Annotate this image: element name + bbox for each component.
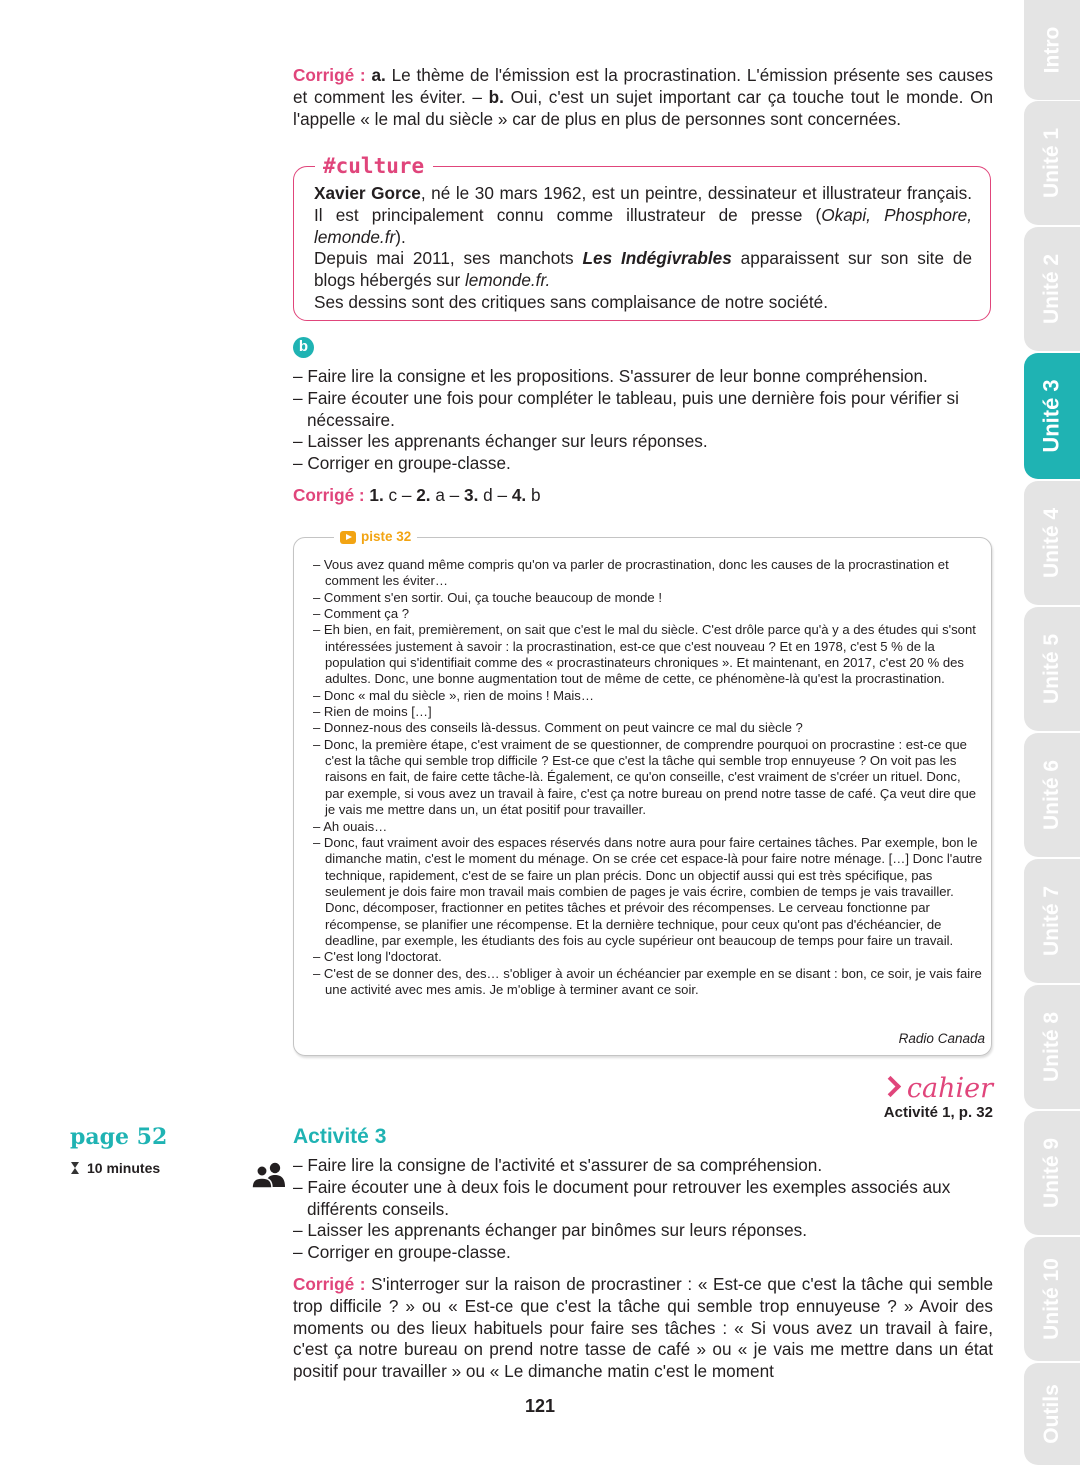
list-item: – Faire écouter une fois pour compléter le tableau, puis une dernière fois pour vérifier si nécessaire.: [293, 387, 959, 430]
tab-unite-5[interactable]: Unité 5: [1024, 607, 1080, 731]
transcript-line: – Donc, la première étape, c'est vraiment de se questionner, de comprendre pourquoi on procrastine : est-ce que c'est la tâche qui semble trop difficile ? Est-ce que c'est la tâche qui semble trop ennuyeuse ? On voit pas les raisons en fait, de faire cette tâche-là. Également, ce qu'on conseille, c'est vraiment de s'créer un rituel. Donc, par exemple, si vous avez un travail à faire, c'est ça notre bureau on prend notre tasse de café. Ça veut dire que je vais me mettre dans un, un état positif pour travailler.: [313, 736, 977, 818]
transcript-line: – Comment ça ?: [313, 606, 410, 622]
tab-unite-8[interactable]: Unité 8: [1024, 985, 1080, 1109]
unit-tabs: [1024, 0, 1080, 1465]
culture-body: Xavier Gorce, né le 30 mars 1962, est un peintre, dessinateur et illustrateur français. Il est principalement connu comme illustrateur de presse (Okapi, Phosphore, lemonde.fr). Depuis mai 2011, ses manchots Les Indégivrables apparaissent sur son site de blogs hébergés sur lemonde.fr. Ses dessins sont des critiques sans complaisance de notre société.: [314, 183, 973, 312]
tab-unite-2[interactable]: Unité 2: [1024, 227, 1080, 351]
audio-track-label[interactable]: piste 32: [334, 528, 417, 546]
correction-a: Corrigé : a. Le thème de l'émission est la procrastination. L'émission présente ses causes et comment les éviter. – b. Oui, c'est un sujet important car ça touche tout le monde. On l'appelle « le mal du siècle » car de plus en plus de personnes sont concernées.: [293, 65, 993, 129]
page-number: 121: [524, 1396, 556, 1416]
transcript-line: – Vous avez quand même compris qu'on va parler de procrastination, donc les causes de la procrastination et comment les éviter…: [313, 557, 949, 589]
list-item: – Laisser les apprenants échanger sur leurs réponses.: [293, 431, 708, 452]
transcript-line: – Donnez-nous des conseils là-dessus. Comment on peut vaincre ce mal du siècle ?: [313, 720, 803, 736]
correction-activity-3: Corrigé : S'interroger sur la raison de procrastiner : « Est-ce que c'est la tâche qui semble trop difficile ? » ou « Est-ce que c'est la tâche qui semble trop ennuyeuse ? » Avoir des moments ou des lieux habituels pour faire ses tâches : « Si vous avez un travail à faire, c'est ça notre bureau on prend notre tasse de café » ou « je vais me mettre dans un état positif pour travailler » ou « Le dimanche matin c'est le moment: [293, 1274, 993, 1382]
list-item: – Corriger en groupe-classe.: [293, 453, 511, 474]
transcript-line: – C'est long l'doctorat.: [313, 949, 442, 965]
list-item: – Faire lire la consigne et les propositions. S'assurer de leur bonne compréhension.: [293, 366, 928, 386]
transcript-line: – Ah ouais…: [313, 818, 388, 834]
culture-box: [293, 154, 991, 321]
transcript-line: – Donc « mal du siècle », rien de moins ! Mais…: [313, 687, 594, 703]
correction-b: Corrigé : 1. c – 2. a – 3. d – 4. b: [293, 485, 541, 505]
activity-3-title: Activité 3: [293, 1125, 387, 1148]
tab-unite-10[interactable]: Unité 10: [1024, 1237, 1080, 1361]
list-item: – Corriger en groupe-classe.: [293, 1242, 511, 1263]
section-b-instructions: [293, 366, 993, 475]
tab-unite-4[interactable]: Unité 4: [1024, 481, 1080, 605]
transcript-line: – Eh bien, en fait, premièrement, on sait que c'est le mal du siècle. C'est drôle parce qu'à y a des études qui s'sont intéressées justement à savoir : la procrastination, est-ce que c'est nouveau ? Et en 1978, c'est 5 % de la population qui s'identifiait comme des « procrastinateurs chroniques ». Et maintenant, en 2017, c'est 20 % des adultes. Donc, une bonne augmentation tout de même de cette, ce phénomène-là qu'est la procrastination.: [313, 622, 976, 687]
transcript-box: [293, 529, 992, 1056]
list-item: – Laisser les apprenants échanger par binômes sur leurs réponses.: [293, 1220, 808, 1241]
page-reference: page 52: [70, 1124, 168, 1150]
duration: 10 minutes: [71, 1160, 160, 1176]
tab-unite-7[interactable]: Unité 7: [1024, 859, 1080, 983]
transcript-lines: [313, 557, 983, 998]
transcript-line: – Rien de moins […]: [313, 704, 432, 720]
activity-3-instructions: [293, 1155, 993, 1264]
tab-unite-1[interactable]: Unité 1: [1024, 101, 1080, 225]
hourglass-icon: [71, 1162, 79, 1174]
transcript-line: – C'est de se donner des, des… s'obliger à avoir un échéancier par exemple en se disant : bon, ce soir, je vais faire une activité avec mes amis. Je m'oblige à terminer avant ce soir.: [313, 965, 982, 997]
culture-title: #culture: [315, 153, 433, 179]
tab-unite-3[interactable]: Unité 3: [1024, 353, 1080, 479]
list-item: – Faire écouter une à deux fois le document pour retrouver les exemples associés aux différents conseils.: [293, 1176, 951, 1219]
transcript-line: – Comment s'en sortir. Oui, ça touche beaucoup de monde !: [313, 589, 662, 605]
tab-unite-9[interactable]: Unité 9: [1024, 1111, 1080, 1235]
section-b-badge: b: [293, 337, 314, 358]
pair-work-icon: [252, 1162, 286, 1188]
cahier-reference[interactable]: cahier Activité 1, p. 32: [880, 1074, 993, 1122]
transcript-source: Radio Canada: [898, 1031, 985, 1046]
transcript-line: – Donc, faut vraiment avoir des espaces réservés dans notre aura pour faire certaines tâches. Par exemple, bon le dimanche matin, c'est le moment du ménage. On se crée cet espace-là pour faire notre ménage. […] Donc l'autre technique, rapidement, c'est de se faire un plan précis. Donc un objectif aussi qui est très spécifique, pas seulement je dois faire mon travail mais combien de pages je vais écrire, combien de temps je vais travailler. Donc, décomposer, fractionner en petites tâches et prévoir des récompenses. Le cerveau fonctionne par récompense, se planifier une récompense. Et la dernière technique, pour ceux qu'ont pas d'échéancier, de deadline, par exemple, les étudiants des fois au cycle supérieur ont beaucoup de temps pour faire un travail.: [313, 834, 983, 948]
chevron-right-icon: [880, 1076, 901, 1097]
tab-outils[interactable]: Outils: [1024, 1363, 1080, 1465]
tab-intro[interactable]: Intro: [1024, 0, 1080, 100]
tab-unite-6[interactable]: Unité 6: [1024, 733, 1080, 857]
list-item: – Faire lire la consigne de l'activité et s'assurer de sa compréhension.: [293, 1155, 823, 1175]
play-icon[interactable]: [340, 531, 356, 544]
